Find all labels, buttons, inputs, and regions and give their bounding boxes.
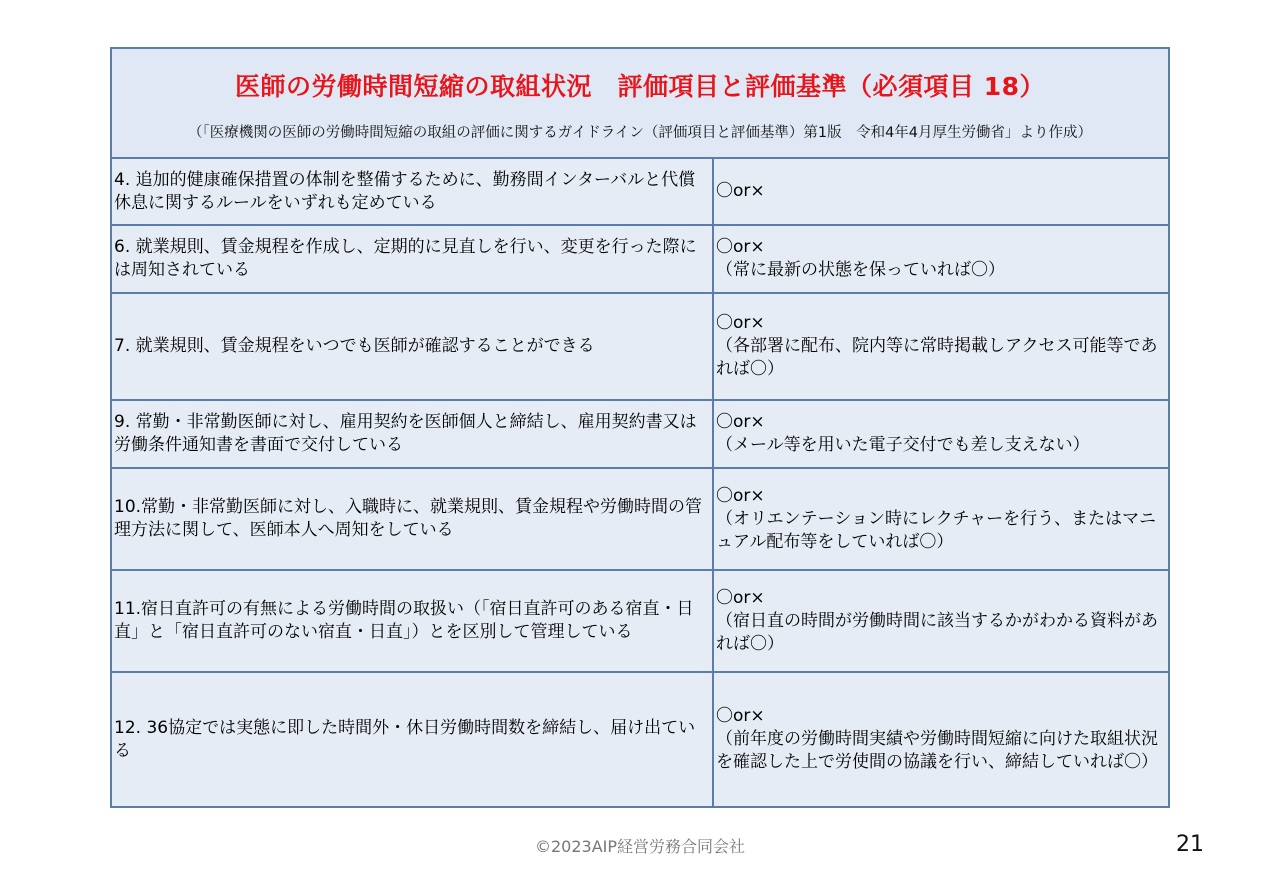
- item-cell: [112, 294, 714, 399]
- criteria-text: 〇or× （前年度の労働時間実績や労働時間短縮に向けた取組状況を確認した上で労使間の協議を行い、締結していれば〇）: [716, 706, 1158, 772]
- table-row: [112, 294, 1168, 401]
- criteria-text: 〇or×: [716, 181, 765, 201]
- source-note: （「医療機関の医師の労働時間短縮の取組の評価に関するガイドライン（評価項目と評価基準）第1版 令和4年4月厚生労働省」より作成）: [187, 125, 1093, 141]
- evaluation-table: [110, 47, 1170, 808]
- criteria-text: 〇or× （宿日直の時間が労働時間に該当するかがわかる資料があれば〇）: [716, 587, 1158, 654]
- item-cell: [112, 571, 714, 671]
- item-cell: [112, 469, 714, 569]
- page-number: 21: [1176, 832, 1204, 857]
- criteria-text: 〇or× （各部署に配布、院内等に常時掲載しアクセス可能等であれば〇）: [716, 313, 1158, 379]
- page-title: 医師の労働時間短縮の取組状況 評価項目と評価基準（必須項目 18）: [235, 72, 1045, 101]
- criteria-text: 〇or× （オリエンテーション時にレクチャーを行う、またはマニュアル配布等をしていれば〇）: [716, 485, 1157, 552]
- criteria-cell: [714, 401, 1168, 467]
- table-row: [112, 571, 1168, 673]
- criteria-cell: [714, 294, 1168, 399]
- criteria-cell: [714, 571, 1168, 671]
- criteria-cell: [714, 673, 1168, 806]
- item-text: 10.常勤・非常勤医師に対し、入職時に、就業規則、賃金規程や労働時間の管理方法に関して、医師本人へ周知をしている: [114, 497, 703, 540]
- criteria-text: 〇or× （常に最新の状態を保っていれば〇）: [716, 237, 1005, 280]
- table-header: [112, 49, 1168, 159]
- item-cell: [112, 226, 714, 292]
- copyright-notice: ©2023AIP経営労務合同会社: [534, 837, 746, 856]
- criteria-cell: [714, 226, 1168, 292]
- criteria-cell: [714, 469, 1168, 569]
- item-text: 4. 追加的健康確保措置の体制を整備するために、勤務間インターバルと代償休息に関するルールをいずれも定めている: [114, 169, 696, 213]
- item-text: 12. 36協定では実態に即した時間外・休日労働時間数を締結し、届け出ている: [114, 717, 696, 761]
- table-row: [112, 469, 1168, 571]
- table-row: [112, 401, 1168, 469]
- item-text: 11.宿日直許可の有無による労働時間の取扱い（「宿日直許可のある宿直・日直」と「宿日直許可のない宿直・日直」）とを区別して管理している: [114, 599, 694, 642]
- criteria-text: 〇or× （メール等を用いた電子交付でも差し支えない）: [716, 412, 1090, 455]
- table-row: [112, 226, 1168, 294]
- item-cell: [112, 673, 714, 806]
- item-cell: [112, 401, 714, 467]
- item-cell: [112, 159, 714, 224]
- table-row: [112, 159, 1168, 226]
- criteria-cell: [714, 159, 1168, 224]
- item-text: 9. 常勤・非常勤医師に対し、雇用契約を医師個人と締結し、雇用契約書又は労働条件通知書を書面で交付している: [114, 412, 697, 455]
- item-text: 7. 就業規則、賃金規程をいつでも医師が確認することができる: [114, 336, 595, 356]
- item-text: 6. 就業規則、賃金規程を作成し、定期的に見直しを行い、変更を行った際には周知されている: [114, 237, 697, 280]
- table-row: [112, 673, 1168, 806]
